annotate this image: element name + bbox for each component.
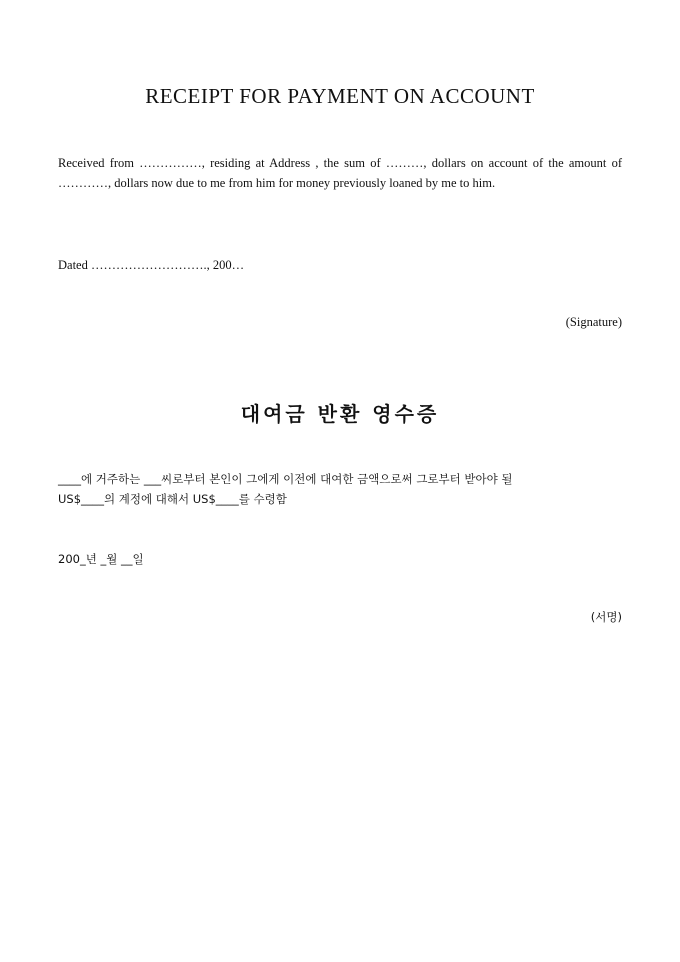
korean-paragraph-line-2: US$____의 계정에 대해서 US$____를 수령함 [58, 492, 287, 506]
english-receipt-title: RECEIPT FOR PAYMENT ON ACCOUNT [145, 84, 535, 108]
english-receipt-paragraph: Received from ……………, residing at Address , the sum of ………, dollars on account of the amount of …………, dollars now due to me from him for money previously loaned by me to him. [58, 156, 622, 190]
korean-paragraph-line-1: ____에 거주하는 ___씨로부터 본인이 그에게 이전에 대여한 금액으로써 그로부터 받아야 될 [58, 472, 513, 486]
english-signature-label: (Signature) [565, 315, 622, 329]
korean-signature-label: (서명) [590, 610, 622, 624]
korean-receipt-title: 대여금 반환 영수증 [240, 402, 440, 426]
korean-receipt-paragraph [58, 469, 622, 509]
english-dated-line: Dated ………………………., 200… [58, 258, 245, 272]
korean-date-line: 200_년 _월 __일 [58, 552, 144, 566]
